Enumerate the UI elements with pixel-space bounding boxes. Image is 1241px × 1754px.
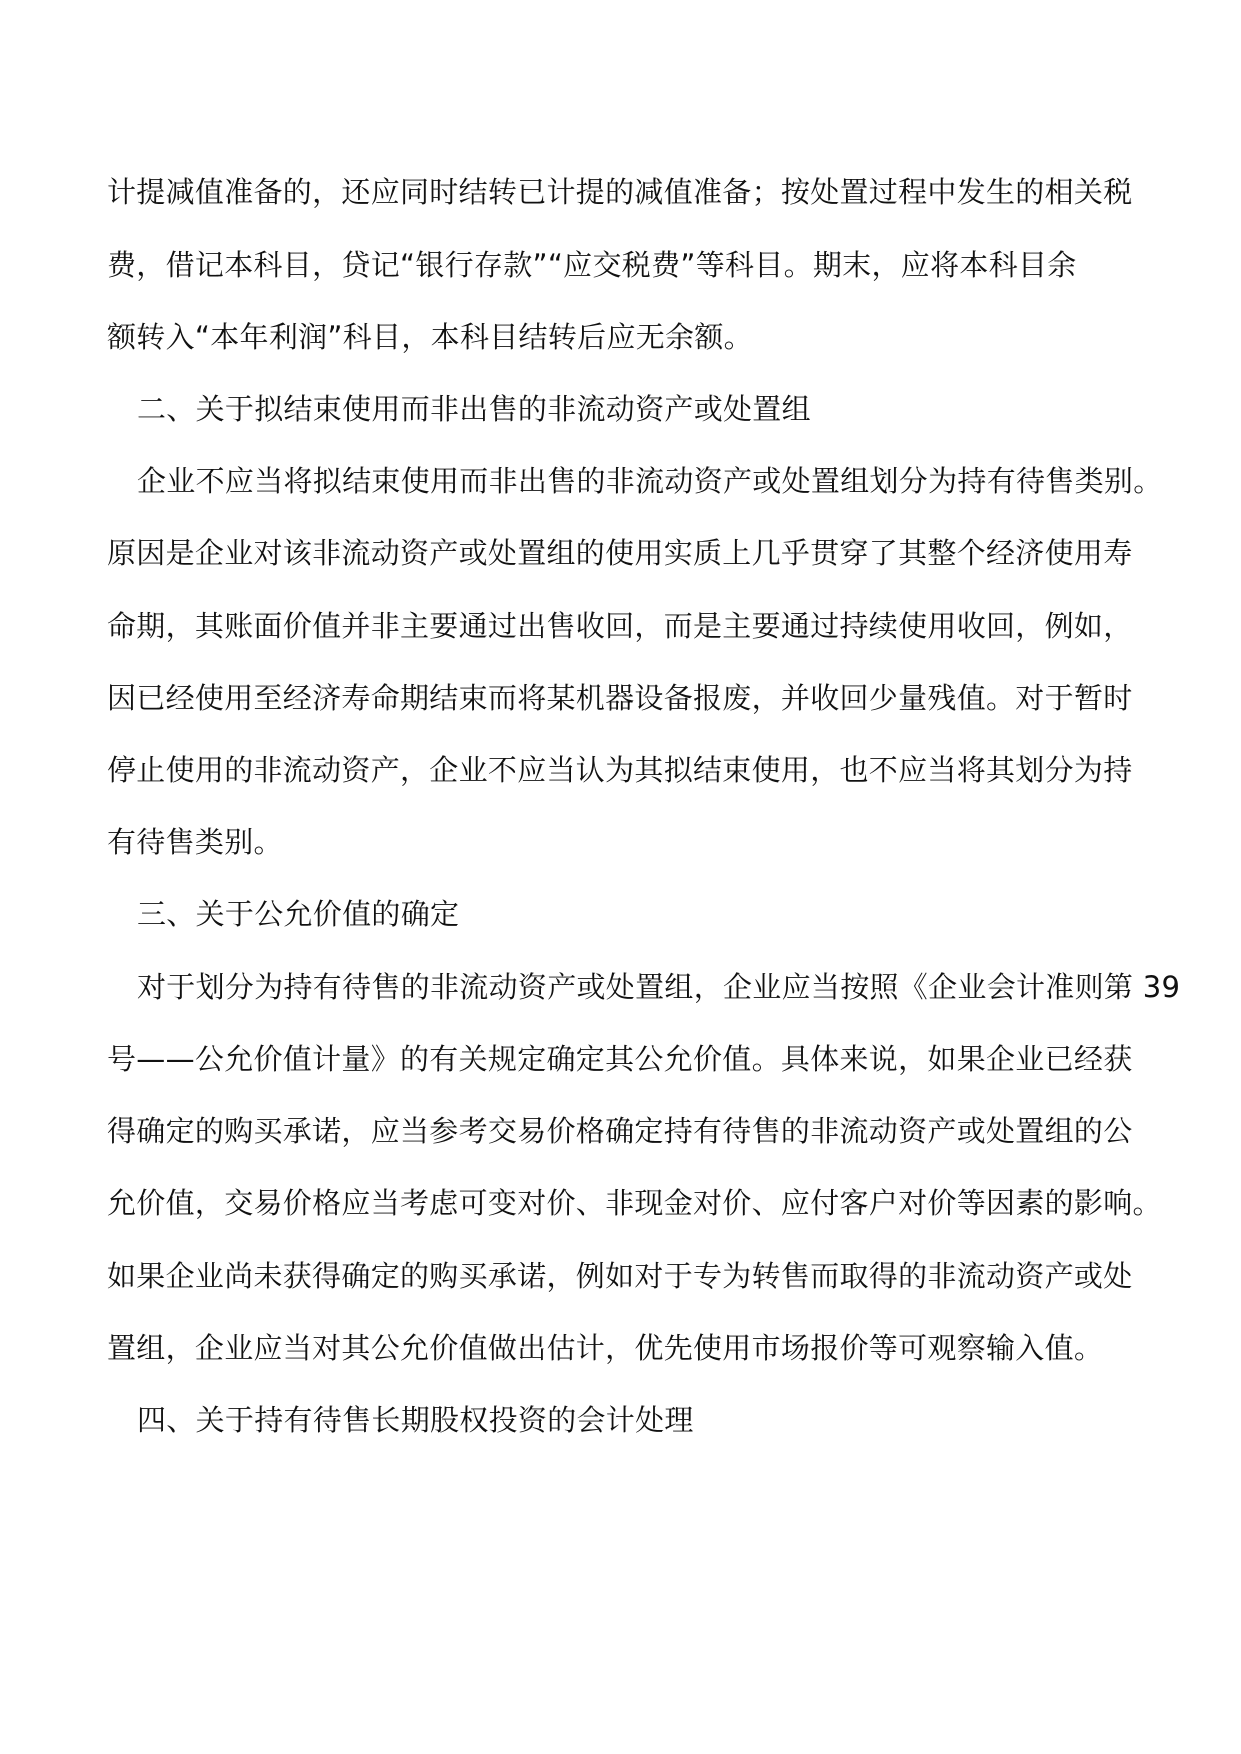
text-line: 对于划分为持有待售的非流动资产或处置组，企业应当按照《企业会计准则第 39	[137, 970, 1181, 1004]
text-line: 原因是企业对该非流动资产或处置组的使用实质上几乎贯穿了其整个经济使用寿	[107, 536, 1133, 570]
text-line: 企业不应当将拟结束使用而非出售的非流动资产或处置组划分为持有待售类别。	[137, 464, 1163, 498]
text-line: 得确定的购买承诺，应当参考交易价格确定持有待售的非流动资产或处置组的公	[107, 1114, 1133, 1148]
text-line: 计提减值准备的，还应同时结转已计提的减值准备；按处置过程中发生的相关税	[107, 175, 1133, 209]
section-heading: 三、关于公允价值的确定	[137, 897, 460, 931]
text-line: 因已经使用至经济寿命期结束而将某机器设备报废，并收回少量残值。对于暂时	[107, 681, 1133, 715]
text-line: 停止使用的非流动资产，企业不应当认为其拟结束使用，也不应当将其划分为持	[107, 753, 1133, 787]
text-line: 有待售类别。	[107, 825, 283, 859]
text-line: 费，借记本科目，贷记“银行存款”“应交税费”等科目。期末，应将本科目余	[107, 248, 1077, 282]
text-line: 命期，其账面价值并非主要通过出售收回，而是主要通过持续使用收回，例如，	[107, 609, 1133, 643]
text-line: 置组，企业应当对其公允价值做出估计，优先使用市场报价等可观察输入值。	[107, 1331, 1104, 1365]
text-line: 如果企业尚未获得确定的购买承诺，例如对于专为转售而取得的非流动资产或处	[107, 1259, 1133, 1293]
section-heading: 二、关于拟结束使用而非出售的非流动资产或处置组	[137, 392, 811, 426]
section-heading: 四、关于持有待售长期股权投资的会计处理	[137, 1403, 694, 1437]
text-line: 允价值，交易价格应当考虑可变对价、非现金对价、应付客户对价等因素的影响。	[107, 1186, 1162, 1220]
text-line: 号——公允价值计量》的有关规定确定其公允价值。具体来说，如果企业已经获	[107, 1042, 1133, 1076]
text-line: 额转入“本年利润”科目，本科目结转后应无余额。	[107, 320, 753, 354]
